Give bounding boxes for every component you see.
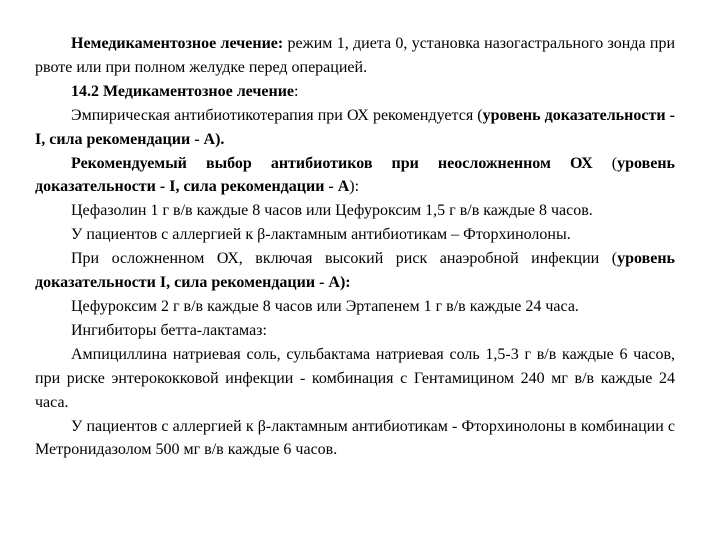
run: При осложненном ОХ, включая высокий риск анаэробной инфекции (	[71, 250, 618, 268]
run: режим 1, диета 0, установка назогастрального зонда при рвоте или при полном желудке перед операцией.	[35, 35, 676, 76]
paragraph-non-drug-treatment	[35, 32, 675, 80]
run: Цефазолин 1 г в/в каждые 8 часов или Цефуроксим 1,5 г в/в каждые 8 часов.	[71, 202, 593, 220]
paragraph-drug-treatment-heading	[35, 80, 675, 104]
run: уровень доказательности - I, сила рекомендации - А	[35, 154, 676, 196]
run: ):	[349, 178, 360, 196]
run: Ампициллина натриевая соль, сульбактама натриевая соль 1,5-3 г в/в каждые 6 часов, при риске энтерококковой инфекции - комбинация с Гентамицином 240 мг в/в каждые 24 часа.	[35, 345, 675, 411]
run: У пациентов с аллергией к β-лактамным антибиотикам – Фторхинолоны.	[71, 226, 571, 244]
paragraph-complicated-anaerobic	[35, 247, 675, 295]
run: уровень доказательности I, сила рекомендации - А):	[35, 250, 675, 292]
document-page	[35, 32, 675, 462]
paragraph-uncomplicated-choice	[35, 152, 675, 200]
paragraph-empiric-therapy	[35, 104, 675, 152]
run: Немедикаментозное лечение:	[71, 35, 284, 52]
run: У пациентов с аллергией к β-лактамным антибиотикам - Фторхинолоны в комбинации с Метронидазолом 500 мг в/в каждые 6 часов.	[35, 417, 675, 459]
run: :	[294, 82, 299, 100]
paragraph-allergy-fluoroquinolones	[35, 223, 675, 247]
paragraph-allergy-metronidazole	[35, 415, 675, 463]
run: Ингибиторы бетта-лактамаз:	[71, 321, 267, 339]
run: Рекомендуемый выбор антибиотиков при неосложненном ОХ	[71, 154, 593, 172]
run: Цефуроксим 2 г в/в каждые 8 часов или Эртапенем 1 г в/в каждые 24 часа.	[71, 297, 579, 315]
paragraph-cefuroxime-ertapenem	[35, 295, 675, 319]
run: (	[592, 154, 618, 172]
paragraph-beta-lactamase-inhibitors	[35, 319, 675, 343]
run: Эмпирическая антибиотикотерапия при ОХ рекомендуется (	[71, 106, 483, 124]
run: уровень доказательности - I, сила рекомендации - А).	[35, 106, 675, 148]
paragraph-cefazolin-regimen	[35, 199, 675, 223]
section-heading: 14.2 Медикаментозное лечение	[71, 82, 295, 100]
paragraph-ampicillin-sulbactam	[35, 343, 675, 415]
